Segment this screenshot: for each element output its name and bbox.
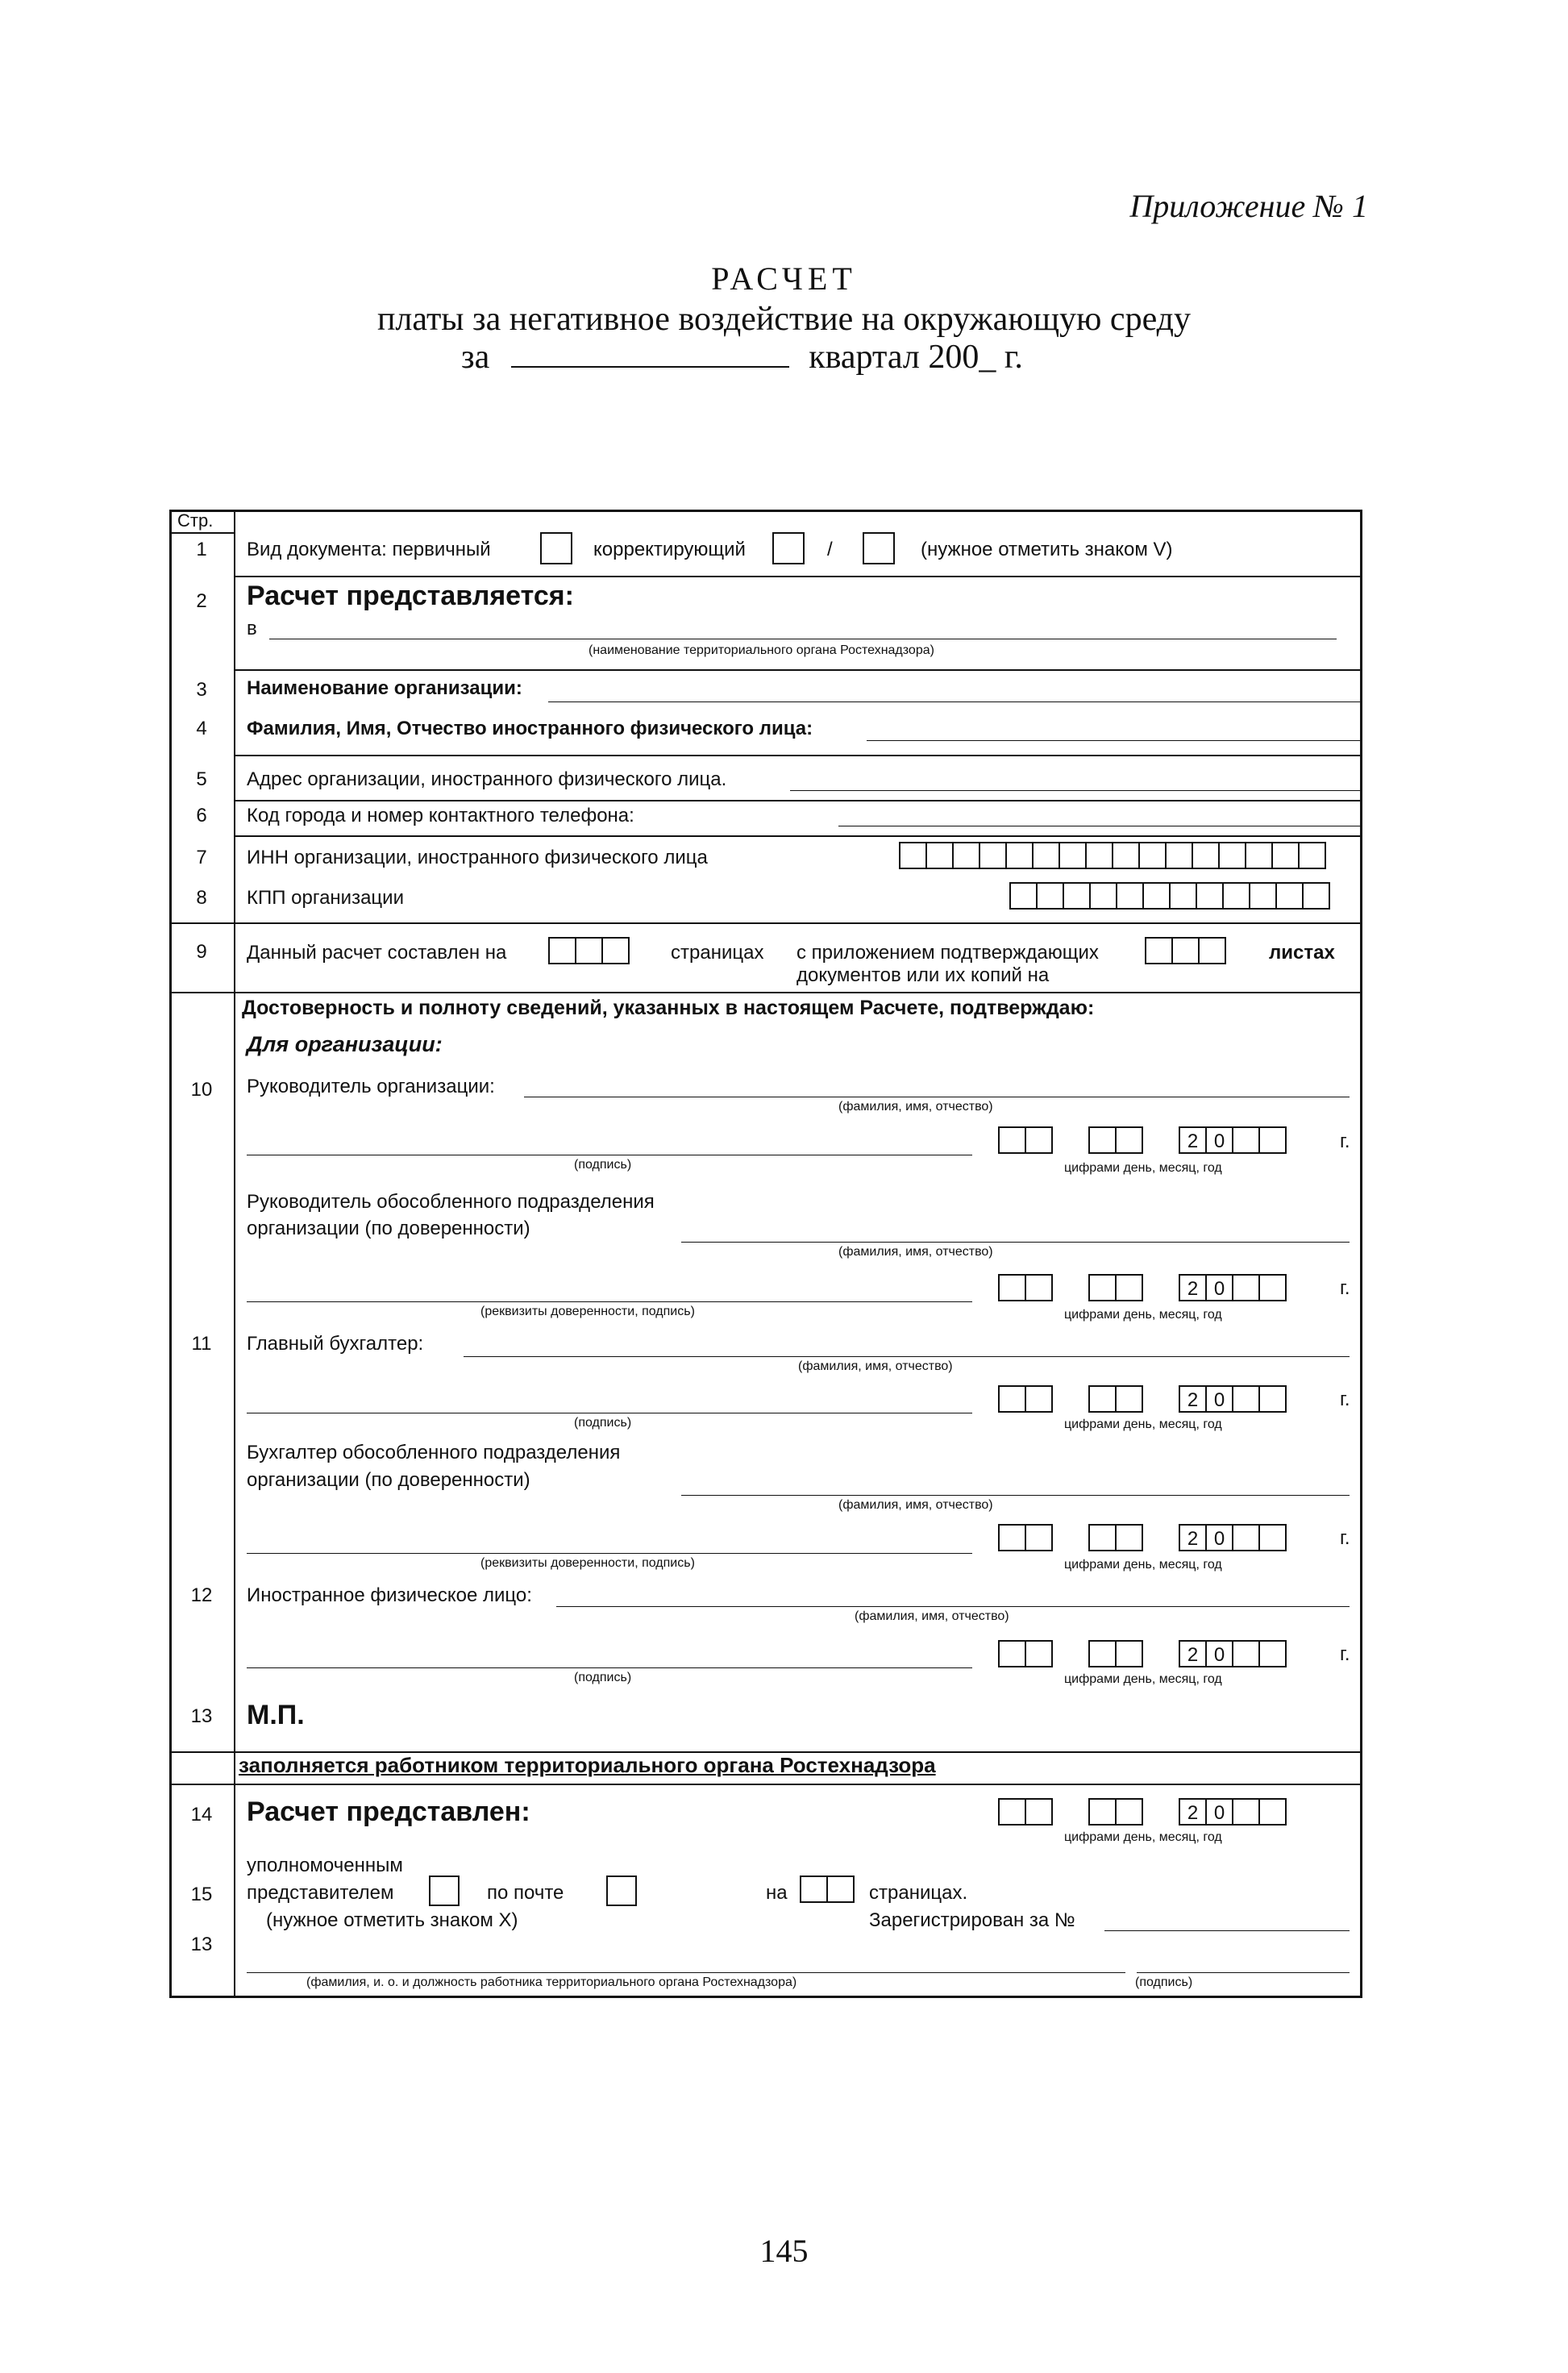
page-number: 145 [759,2233,809,2269]
chief-acc-date-month[interactable] [1088,1385,1143,1413]
branch-acc-date-month[interactable] [1088,1524,1143,1551]
chief-acc-fio-field[interactable] [464,1356,1350,1357]
territorial-body-caption: (наименование территориального органа Ростехнадзора) [589,643,934,657]
foreign-person-date-day[interactable] [998,1640,1053,1667]
branch-head-fio-field[interactable] [681,1242,1350,1243]
corrective-label: корректирующий [593,539,746,560]
branch-head-date-day[interactable] [998,1274,1053,1301]
head-date-month[interactable] [1088,1126,1143,1154]
kpp-label: КПП организации [247,887,404,909]
foreign-name-field[interactable] [867,740,1362,741]
row-num: 13 [190,1934,213,1955]
fio-caption: (фамилия, имя, отчество) [838,1498,993,1512]
worker-caption: (фамилия, и. о. и должность работника территориального органа Ростехнадзора) [306,1975,797,1989]
chief-acc-label: Главный бухгалтер: [247,1333,424,1355]
year-suffix: г. [1340,1277,1350,1299]
pages-word: страницах [671,942,764,964]
row-num: 5 [196,768,207,790]
year-suffix: г. [1340,1643,1350,1665]
branch-head-proxy-field[interactable] [247,1301,972,1302]
branch-head-date-month[interactable] [1088,1274,1143,1301]
head-date-day[interactable] [998,1126,1053,1154]
row-num: 10 [190,1079,213,1101]
row-num: 15 [190,1884,213,1905]
corrective-checkbox[interactable] [772,532,805,564]
branch-acc-date-year[interactable]: 2 0 [1179,1524,1287,1551]
period-prefix: за [461,339,490,376]
foreign-person-date-year[interactable]: 2 0 [1179,1640,1287,1667]
year-suffix: г. [1340,1388,1350,1410]
authorized-label-1: уполномоченным [247,1855,403,1876]
date-caption: цифрами день, месяц, год [1064,1558,1222,1572]
stamp-label: М.П. [247,1700,305,1730]
appendix-label: Приложение № 1 [1129,188,1368,224]
pages-count-field[interactable] [548,937,630,964]
worker-signature-field[interactable] [1137,1972,1350,1973]
confirm-text: Достоверность и полноту сведений, указанных в настоящем Расчете, подтверждаю: [242,997,1095,1019]
pages-prefix: Данный расчет составлен на [247,942,507,964]
date-caption: цифрами день, месяц, год [1064,1418,1222,1431]
registered-number-field[interactable] [1104,1930,1350,1931]
branch-acc-fio-field[interactable] [681,1495,1350,1496]
str-header: Стр. [177,510,214,531]
phone-label: Код города и номер контактного телефона: [247,805,634,826]
presented-date-month[interactable] [1088,1798,1143,1826]
foreign-person-date-month[interactable] [1088,1640,1143,1667]
branch-head-date-year[interactable]: 2 0 [1179,1274,1287,1301]
foreign-person-signature-field[interactable] [247,1667,972,1668]
proxy-caption: (реквизиты доверенности, подпись) [480,1305,695,1318]
row-num: 4 [196,718,207,739]
row-num: 9 [196,941,207,963]
row-num: 6 [196,805,207,826]
number-column-divider [234,510,235,1998]
row-num: 12 [190,1584,213,1606]
foreign-name-label: Фамилия, Имя, Отчество иностранного физического лица: [247,718,813,739]
chief-acc-date-year[interactable]: 2 0 [1179,1385,1287,1413]
inn-field[interactable] [899,842,1326,869]
branch-acc-label-1: Бухгалтер обособленного подразделения [247,1442,621,1463]
branch-acc-date-day[interactable] [998,1524,1053,1551]
foreign-person-fio-field[interactable] [556,1606,1350,1607]
row-num: 2 [196,590,207,612]
form-title: РАСЧЕТ [711,260,857,297]
fio-caption: (фамилия, имя, отчество) [838,1245,993,1259]
presented-title: Расчет представлен: [247,1796,530,1827]
fio-caption: (фамилия, имя, отчество) [855,1609,1009,1623]
doc-type-note: (нужное отметить знаком V) [921,539,1173,560]
branch-acc-label-2: организации (по доверенности) [247,1469,530,1491]
received-pages-field[interactable] [800,1876,855,1903]
row-num: 7 [196,847,207,868]
period-line [461,337,1023,377]
date-caption: цифрами день, месяц, год [1064,1672,1222,1686]
authorized-checkbox[interactable] [429,1876,460,1906]
org-name-field[interactable] [548,701,1362,702]
row-num: 11 [191,1333,212,1355]
row-num: 1 [196,539,207,560]
by-mail-label: по почте [487,1882,564,1904]
year-suffix: г. [1340,1527,1350,1549]
sheets-word: листах [1269,942,1335,964]
foreign-person-label: Иностранное физическое лицо: [247,1584,532,1606]
sign-caption: (подпись) [574,1416,632,1430]
worker-name-field[interactable] [247,1972,1125,1973]
date-caption: цифрами день, месяц, год [1064,1830,1222,1844]
presented-date-day[interactable] [998,1798,1053,1826]
address-field[interactable] [790,790,1362,791]
correction-number-box[interactable] [863,532,895,564]
submitted-in: в [247,618,257,639]
date-caption: цифрами день, месяц, год [1064,1308,1222,1322]
sign-caption: (подпись) [574,1158,632,1172]
presented-date-year[interactable]: 2 0 [1179,1798,1287,1826]
fio-caption: (фамилия, имя, отчество) [798,1359,953,1373]
by-mail-checkbox[interactable] [606,1876,637,1906]
on-label: на [766,1882,788,1904]
attach-line-1: с приложением подтверждающих [796,942,1099,964]
address-label: Адрес организации, иностранного физического лица. [247,768,727,790]
worker-sign-caption: (подпись) [1135,1975,1193,1989]
fio-caption: (фамилия, имя, отчество) [838,1100,993,1114]
attach-line-2: документов или их копий на [796,964,1050,986]
branch-head-label-2: организации (по доверенности) [247,1218,530,1239]
date-caption: цифрами день, месяц, год [1064,1161,1222,1175]
head-label: Руководитель организации: [247,1076,495,1097]
period-suffix: квартал 200_ г. [809,339,1023,376]
chief-acc-date-day[interactable] [998,1385,1053,1413]
head-date-year[interactable]: 2 0 [1179,1126,1287,1154]
primary-checkbox[interactable] [540,532,572,564]
pages-word2: страницах. [869,1882,968,1904]
row-num: 13 [190,1705,213,1727]
sign-caption: (подпись) [574,1671,632,1684]
year-suffix: г. [1340,1130,1350,1152]
row-num: 3 [196,679,207,701]
org-name-label: Наименование организации: [247,677,522,699]
mark-x-note: (нужное отметить знаком X) [266,1909,518,1931]
form-subtitle: платы за негативное воздействие на окружающую среду [376,301,1192,338]
kpp-field[interactable] [1009,882,1330,910]
for-org-label: Для организации: [247,1032,443,1056]
inn-label: ИНН организации, иностранного физического лица [247,847,708,868]
proxy-caption: (реквизиты доверенности, подпись) [480,1556,695,1570]
branch-acc-proxy-field[interactable] [247,1553,972,1554]
row-num: 8 [196,887,207,909]
slash: / [827,539,833,560]
doc-type-label: Вид документа: первичный [247,539,491,560]
sheets-count-field[interactable] [1145,937,1226,964]
inspector-note: заполняется работником территориального органа Ростехнадзора [239,1753,936,1777]
quarter-field[interactable] [511,337,789,368]
submitted-title: Расчет представляется: [247,581,574,611]
authorized-label-2: представителем [247,1882,394,1904]
branch-head-label-1: Руководитель обособленного подразделения [247,1191,655,1213]
registered-label: Зарегистрирован за № [869,1909,1075,1931]
row-num: 14 [190,1804,213,1826]
